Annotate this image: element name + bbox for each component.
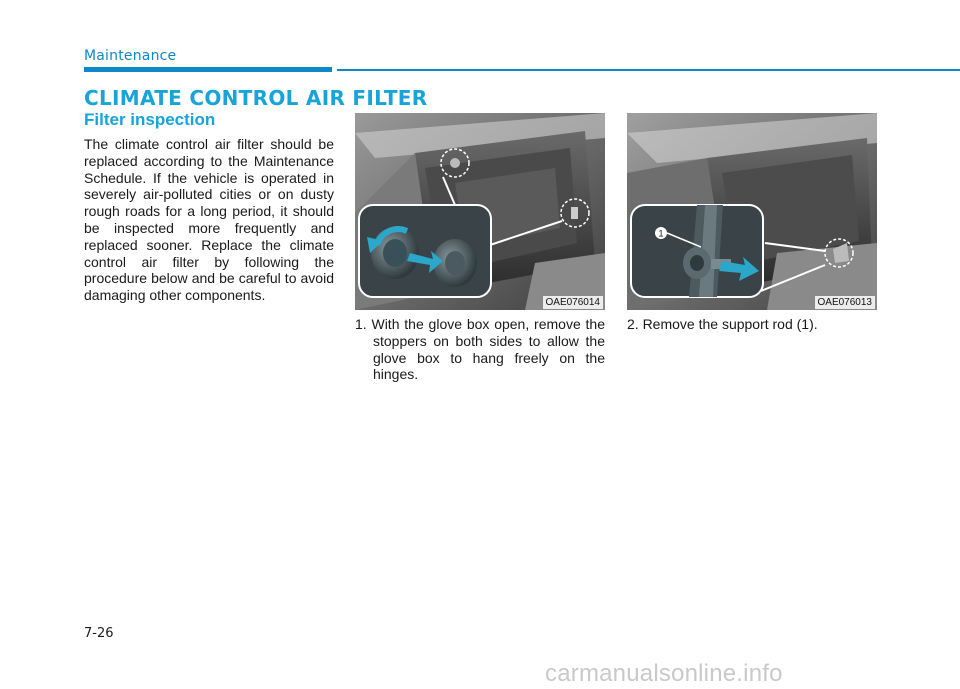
- watermark: carmanualsonline.info: [545, 660, 783, 687]
- step-1-text: 1. With the glove box open, remove the stoppers on both sides to allow the glove box to hang freely on the hinges.: [355, 316, 605, 383]
- subheading: Filter inspection: [84, 110, 216, 129]
- step-2-text: 2. Remove the support rod (1).: [627, 316, 818, 332]
- header-rule-thin: [337, 69, 960, 71]
- stopper-illustration: [355, 113, 605, 310]
- callout-number: 1: [658, 228, 664, 239]
- section-label: Maintenance: [84, 48, 177, 64]
- figure-support-rod: [627, 113, 877, 310]
- header-rule-thick: [84, 67, 332, 72]
- body-paragraph: The climate control air filter should be replaced according to the Maintenance Schedule. If the vehicle is operated in severely air-polluted cities or on dusty rough roads for a long period, it should be inspected more frequently and replaced sooner. Replace the climate control air filter by following the procedure below and be careful to avoid damaging other components.: [84, 136, 334, 304]
- figure-glove-box-stoppers: [355, 113, 605, 310]
- page-title: CLIMATE CONTROL AIR FILTER: [84, 86, 428, 110]
- support-rod-illustration: [627, 113, 877, 310]
- figure-code: OAE076013: [815, 296, 876, 309]
- figure-code: OAE076014: [543, 296, 604, 309]
- page-number: 7-26: [84, 626, 114, 641]
